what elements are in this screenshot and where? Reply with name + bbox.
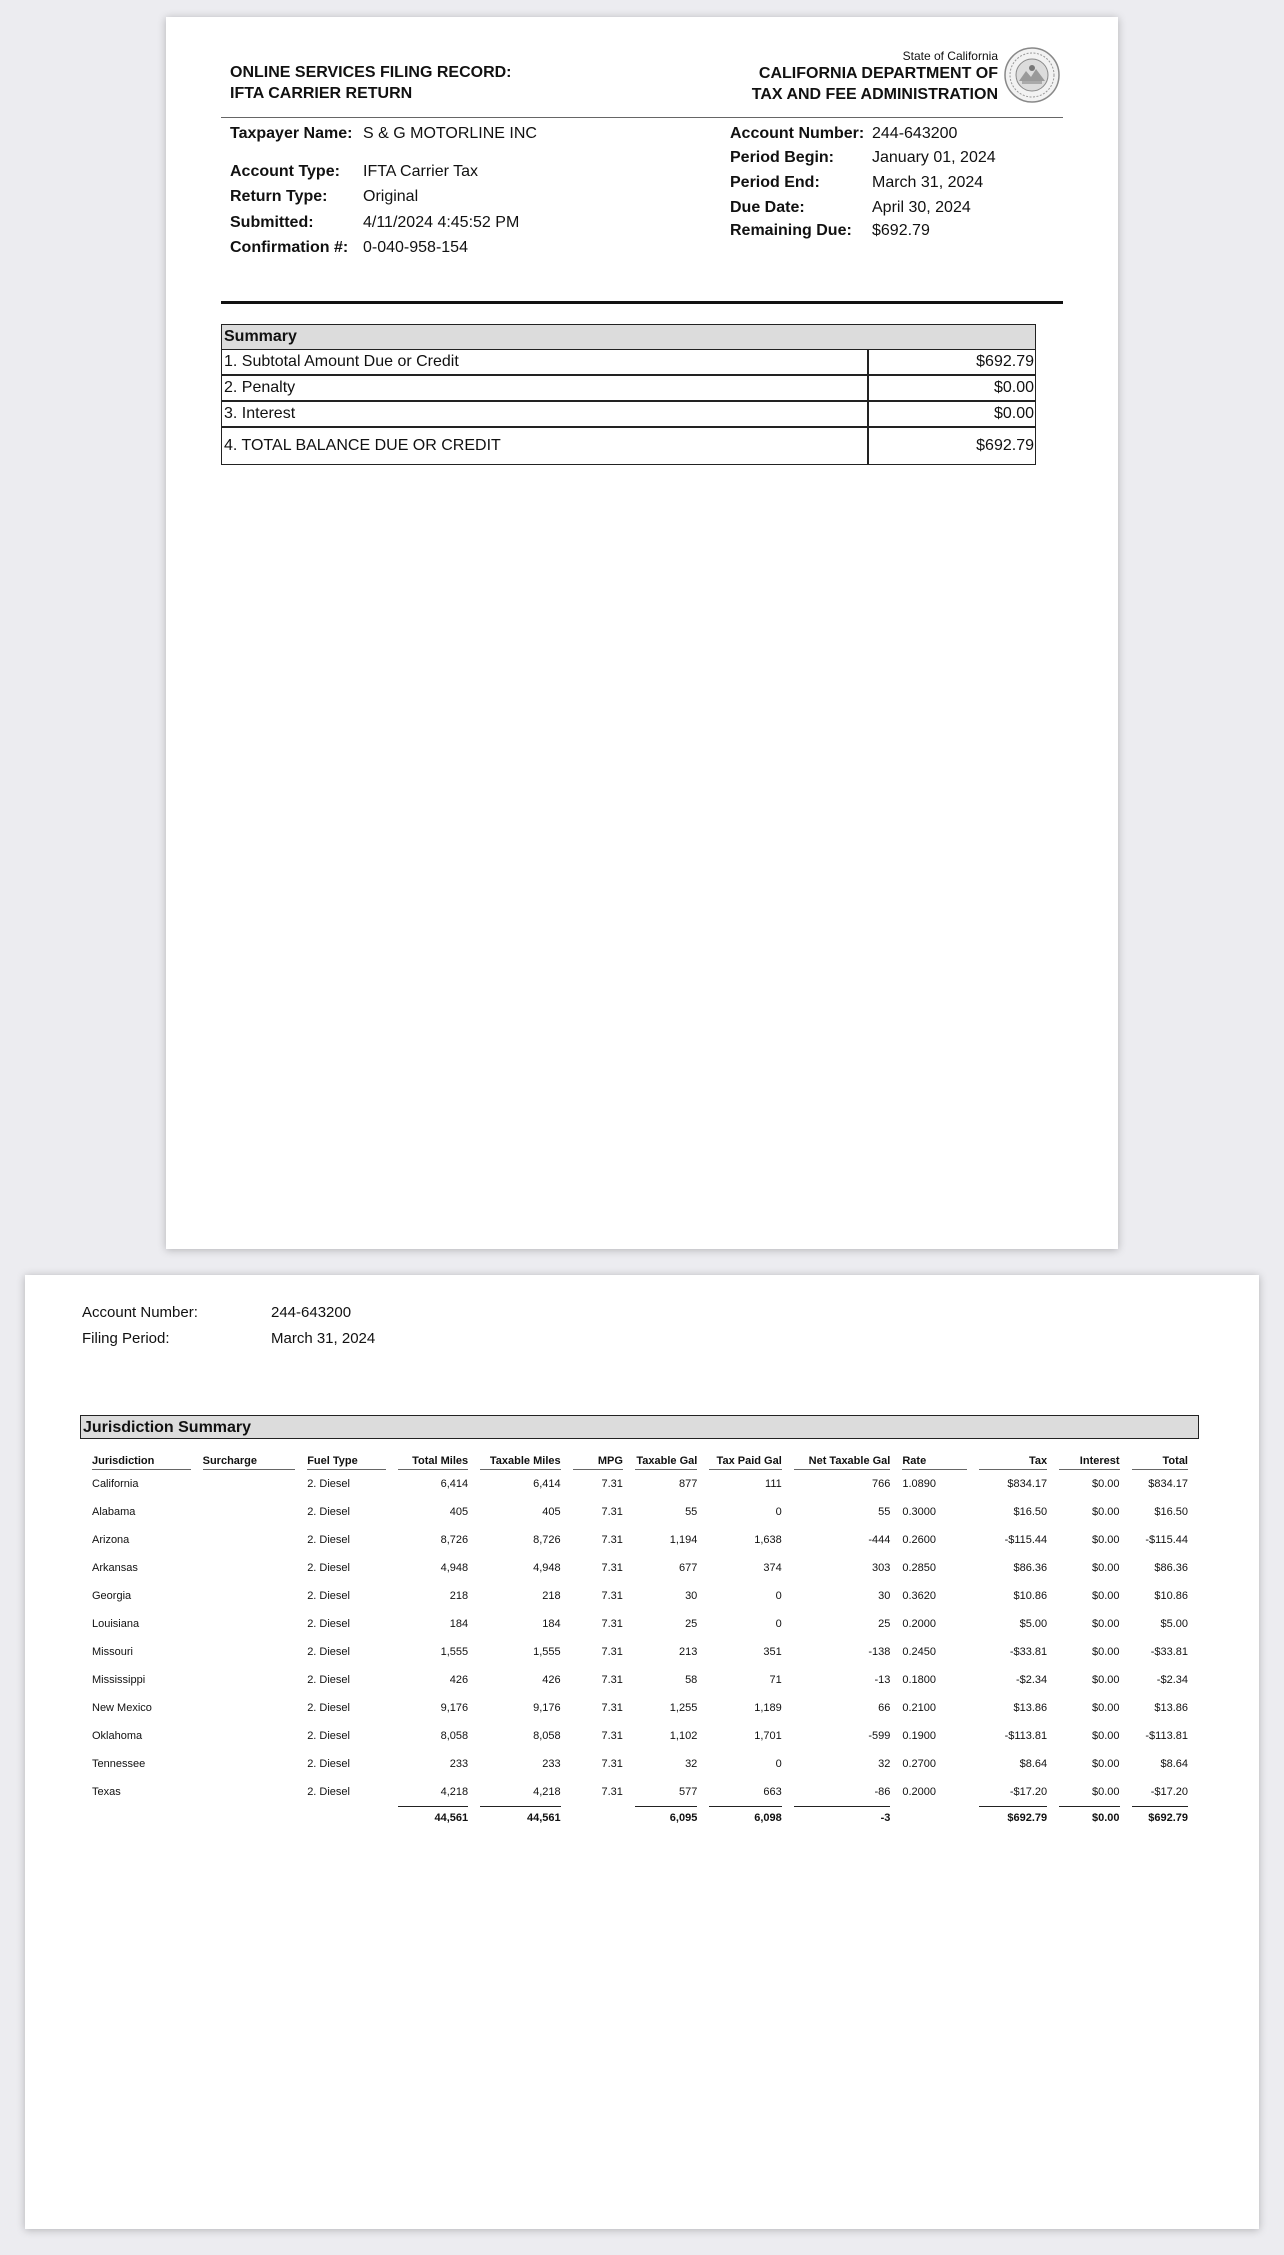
table-cell [203, 1722, 296, 1750]
field-label: Return Type: [230, 188, 328, 205]
table-cell: 0 [775, 1506, 782, 1518]
jurisdiction-summary-title: Jurisdiction Summary [80, 1415, 1199, 1439]
table-cell: Oklahoma [92, 1730, 143, 1742]
table-cell: Texas [92, 1786, 121, 1798]
table-cell: 0.1900 [902, 1730, 937, 1742]
table-cell: 2. Diesel [307, 1618, 350, 1630]
table-cell: 6,414 [440, 1478, 469, 1490]
field-due-date [730, 199, 1030, 219]
table-cell: 0.2850 [902, 1562, 937, 1574]
table-cell: 426 [542, 1674, 561, 1686]
table-cell: 6,414 [533, 1478, 561, 1490]
table-cell [203, 1554, 296, 1582]
field-confirmation [230, 239, 630, 259]
table-cell: 405 [542, 1506, 561, 1518]
table-cell: New Mexico [92, 1702, 152, 1714]
summary-value: $692.79 [976, 353, 1034, 370]
summary-table [221, 324, 1036, 465]
section-divider [221, 301, 1063, 304]
jurisdiction-table [80, 1445, 1200, 1829]
field-account-type [230, 163, 630, 183]
field-value: 4/11/2024 4:45:52 PM [363, 214, 520, 231]
table-cell: 9,176 [440, 1702, 469, 1714]
total-cell: 6,098 [709, 1806, 781, 1829]
table-cell: 766 [872, 1478, 891, 1490]
table-header-row [92, 1445, 1188, 1470]
table-cell: 0.2000 [902, 1786, 937, 1798]
table-cell: 30 [685, 1590, 698, 1602]
table-cell: -$113.81 [1004, 1730, 1048, 1742]
field-value: $692.79 [872, 222, 930, 239]
table-cell: $0.00 [1092, 1758, 1120, 1770]
table-cell: 55 [685, 1506, 698, 1518]
table-cell: 1,638 [754, 1534, 782, 1546]
table-cell: 2. Diesel [307, 1534, 350, 1546]
table-cell: $834.17 [1148, 1478, 1188, 1490]
table-cell [203, 1778, 296, 1806]
table-cell: $0.00 [1092, 1618, 1120, 1630]
table-cell: 2. Diesel [307, 1562, 350, 1574]
summary-row-total [222, 428, 1035, 464]
total-cell: -3 [794, 1806, 891, 1829]
summary-label: 3. Interest [222, 402, 869, 426]
table-cell: 32 [878, 1758, 891, 1770]
table-cell: 25 [878, 1618, 891, 1630]
table-cell: 7.31 [601, 1758, 623, 1770]
table-cell: 2. Diesel [307, 1786, 350, 1798]
table-cell: 8,058 [440, 1730, 469, 1742]
dept-line-2: TAX AND FEE ADMINISTRATION [751, 86, 998, 103]
table-cell: 0.3000 [902, 1506, 937, 1518]
table-cell: 55 [878, 1506, 891, 1518]
field-label: Account Number: [82, 1304, 198, 1321]
summary-row-penalty [222, 376, 1035, 402]
field-taxpayer-name [230, 125, 630, 145]
table-cell: 4,948 [440, 1562, 469, 1574]
table-cell: -86 [874, 1786, 891, 1798]
title-line-2: IFTA CARRIER RETURN [230, 85, 413, 102]
table-cell [203, 1582, 296, 1610]
table-cell: 303 [872, 1562, 891, 1574]
table-cell: $16.50 [1013, 1506, 1048, 1518]
filing-record-page-2 [25, 1275, 1259, 2229]
table-cell: 71 [769, 1674, 782, 1686]
total-cell: 44,561 [480, 1806, 561, 1829]
table-cell: 0 [775, 1590, 782, 1602]
summary-title: Summary [222, 325, 1035, 350]
state-label: State of California [902, 49, 998, 63]
table-cell: 2. Diesel [307, 1478, 350, 1490]
table-row [92, 1750, 1188, 1778]
table-row [92, 1638, 1188, 1666]
table-cell: $0.00 [1092, 1506, 1120, 1518]
table-cell: $0.00 [1092, 1730, 1120, 1742]
field-label: Filing Period: [82, 1330, 170, 1347]
table-row [92, 1470, 1188, 1498]
field-label: Submitted: [230, 214, 314, 231]
table-cell: 4,948 [533, 1562, 561, 1574]
total-cell [573, 1806, 623, 1829]
table-cell: $0.00 [1092, 1786, 1120, 1798]
table-cell: Louisiana [92, 1618, 140, 1630]
table-cell: 1,701 [754, 1730, 782, 1742]
table-cell: Arizona [92, 1534, 130, 1546]
table-cell: 577 [678, 1786, 698, 1798]
table-cell: -$17.20 [1009, 1786, 1048, 1798]
table-cell: 351 [763, 1646, 782, 1658]
field-label: Confirmation #: [230, 239, 349, 256]
field-submitted [230, 214, 630, 234]
table-cell: Tennessee [92, 1758, 146, 1770]
table-cell: 1,189 [754, 1702, 782, 1714]
field-value: April 30, 2024 [872, 199, 971, 216]
table-cell: $0.00 [1092, 1478, 1120, 1490]
table-cell: 2. Diesel [307, 1730, 350, 1742]
table-cell: 7.31 [601, 1506, 623, 1518]
table-cell: 9,176 [533, 1702, 561, 1714]
table-cell: 7.31 [601, 1478, 623, 1490]
table-cell: 30 [878, 1590, 891, 1602]
table-cell: 66 [878, 1702, 891, 1714]
total-cell [92, 1806, 191, 1829]
table-cell: 0.2450 [902, 1646, 937, 1658]
column-header: Taxable Gal [635, 1445, 697, 1470]
table-cell: 7.31 [601, 1786, 623, 1798]
table-cell: 1,102 [669, 1730, 698, 1742]
summary-label: 1. Subtotal Amount Due or Credit [222, 350, 869, 374]
column-header: Total [1132, 1445, 1188, 1470]
table-cell: 58 [685, 1674, 698, 1686]
table-cell: -138 [868, 1646, 891, 1658]
table-cell: 0.2000 [902, 1618, 937, 1630]
column-header: Jurisdiction [92, 1445, 191, 1470]
table-cell: 1,194 [669, 1534, 698, 1546]
table-cell: 7.31 [601, 1562, 623, 1574]
field-label: Due Date: [730, 199, 805, 216]
column-header: Taxable Miles [480, 1445, 561, 1470]
table-cell: Arkansas [92, 1562, 138, 1574]
table-cell: Mississippi [92, 1674, 146, 1686]
table-cell: -$33.81 [1009, 1646, 1048, 1658]
table-cell: 7.31 [601, 1646, 623, 1658]
table-cell: 7.31 [601, 1730, 623, 1742]
table-cell: 677 [678, 1562, 698, 1574]
table-cell: 8,726 [440, 1534, 469, 1546]
field-value: 244-643200 [872, 125, 958, 142]
table-cell: -444 [868, 1534, 891, 1546]
table-cell: -$17.20 [1150, 1786, 1188, 1798]
table-cell: -$2.34 [1015, 1674, 1048, 1686]
column-header: Surcharge [203, 1445, 296, 1470]
summary-label: 2. Penalty [222, 376, 869, 400]
table-cell: 663 [763, 1786, 782, 1798]
table-cell: $5.00 [1160, 1618, 1188, 1630]
table-cell [203, 1470, 296, 1498]
table-cell: $0.00 [1092, 1534, 1120, 1546]
table-cell: 2. Diesel [307, 1702, 350, 1714]
table-row [92, 1498, 1188, 1526]
table-cell: $0.00 [1092, 1646, 1120, 1658]
table-cell: 7.31 [601, 1534, 623, 1546]
column-header: Total Miles [398, 1445, 468, 1470]
totals-row [92, 1806, 1188, 1829]
table-cell: 184 [542, 1618, 561, 1630]
table-cell: $13.86 [1154, 1702, 1188, 1714]
table-cell [203, 1526, 296, 1554]
table-cell: Alabama [92, 1506, 136, 1518]
table-cell: 7.31 [601, 1702, 623, 1714]
table-row [92, 1610, 1188, 1638]
table-cell: $86.36 [1154, 1562, 1188, 1574]
field-label: Account Number: [730, 125, 865, 142]
column-header: Fuel Type [307, 1445, 385, 1470]
table-cell: -13 [874, 1674, 891, 1686]
table-cell: 0.3620 [902, 1590, 937, 1602]
table-cell: 0.2700 [902, 1758, 937, 1770]
table-cell: $13.86 [1013, 1702, 1048, 1714]
table-cell: 233 [542, 1758, 561, 1770]
table-row [92, 1666, 1188, 1694]
table-row [92, 1582, 1188, 1610]
table-cell [203, 1694, 296, 1722]
table-cell: Georgia [92, 1590, 132, 1602]
table-cell: 1,255 [669, 1702, 698, 1714]
total-cell: $0.00 [1059, 1806, 1119, 1829]
table-cell: 0.2100 [902, 1702, 937, 1714]
table-row [92, 1526, 1188, 1554]
table-cell: $16.50 [1154, 1506, 1188, 1518]
table-cell: 0.1800 [902, 1674, 937, 1686]
field-label: Period Begin: [730, 149, 835, 166]
column-header: Rate [902, 1445, 966, 1470]
field-value: 244-643200 [271, 1304, 352, 1321]
table-cell: -599 [868, 1730, 891, 1742]
table-cell: 8,058 [533, 1730, 561, 1742]
table-cell: -$115.44 [1145, 1534, 1188, 1546]
table-cell: $10.86 [1013, 1590, 1048, 1602]
summary-value: $692.79 [976, 437, 1034, 454]
table-cell: 4,218 [533, 1786, 561, 1798]
table-cell [203, 1666, 296, 1694]
table-cell: 111 [765, 1478, 782, 1490]
table-cell: 0.2600 [902, 1534, 937, 1546]
table-cell [203, 1638, 296, 1666]
field-period-end [730, 174, 1030, 194]
title-line-1: ONLINE SERVICES FILING RECORD: [230, 64, 512, 81]
table-cell: $0.00 [1092, 1590, 1120, 1602]
field-label: Remaining Due: [730, 222, 852, 239]
table-row [92, 1722, 1188, 1750]
table-cell: 7.31 [601, 1674, 623, 1686]
table-cell: 218 [542, 1590, 561, 1602]
table-cell: 25 [685, 1618, 698, 1630]
taxpayer-info [230, 17, 630, 317]
table-cell [203, 1750, 296, 1778]
table-cell: $0.00 [1092, 1674, 1120, 1686]
total-cell: $692.79 [1132, 1806, 1188, 1829]
table-cell: $834.17 [1007, 1478, 1048, 1490]
table-cell: -$33.81 [1150, 1646, 1188, 1658]
table-cell: $5.00 [1019, 1618, 1048, 1630]
table-cell [203, 1498, 296, 1526]
table-cell: 2. Diesel [307, 1646, 350, 1658]
total-cell: 44,561 [398, 1806, 468, 1829]
column-header: Interest [1059, 1445, 1119, 1470]
field-label: Taxpayer Name: [230, 125, 353, 142]
field-account-number [730, 125, 1030, 145]
table-cell: $0.00 [1092, 1562, 1120, 1574]
field-value: January 01, 2024 [872, 149, 996, 166]
table-cell: -$2.34 [1156, 1674, 1188, 1686]
table-cell: $8.64 [1160, 1758, 1188, 1770]
total-cell: $692.79 [979, 1806, 1047, 1829]
field-value: IFTA Carrier Tax [363, 163, 478, 180]
table-cell: $10.86 [1154, 1590, 1188, 1602]
table-cell: Missouri [92, 1646, 133, 1658]
summary-label: 4. TOTAL BALANCE DUE OR CREDIT [222, 428, 869, 464]
table-cell: 218 [449, 1590, 469, 1602]
field-value: S & G MOTORLINE INC [363, 125, 537, 142]
dept-line-1: CALIFORNIA DEPARTMENT OF [758, 65, 998, 82]
table-row [92, 1778, 1188, 1806]
table-cell: 7.31 [601, 1590, 623, 1602]
filing-record-page-1 [166, 17, 1118, 1249]
summary-value: $0.00 [993, 379, 1034, 396]
table-cell: -$115.44 [1004, 1534, 1048, 1546]
table-cell: -$113.81 [1145, 1730, 1188, 1742]
table-cell: California [92, 1478, 139, 1490]
table-cell: 374 [763, 1562, 782, 1574]
field-label: Period End: [730, 174, 820, 191]
table-cell: 1,555 [440, 1646, 469, 1658]
summary-row-subtotal [222, 350, 1035, 376]
total-cell [203, 1806, 296, 1829]
table-cell: 32 [685, 1758, 698, 1770]
table-row [92, 1694, 1188, 1722]
table-cell: 7.31 [601, 1618, 623, 1630]
total-cell [902, 1806, 966, 1829]
table-cell: 1.0890 [902, 1478, 937, 1490]
table-cell: $86.36 [1013, 1562, 1048, 1574]
table-cell: $8.64 [1019, 1758, 1048, 1770]
table-cell: 0 [775, 1618, 782, 1630]
field-return-type [230, 188, 630, 208]
table-cell: 233 [449, 1758, 469, 1770]
field-value: March 31, 2024 [872, 174, 984, 191]
field-value: Original [363, 188, 419, 205]
column-header: Tax Paid Gal [709, 1445, 781, 1470]
account-info [730, 17, 1030, 317]
field-period-begin [730, 149, 1030, 169]
table-cell: 1,555 [533, 1646, 561, 1658]
table-cell: 8,726 [533, 1534, 561, 1546]
table-cell: 2. Diesel [307, 1506, 350, 1518]
column-header: Tax [979, 1445, 1047, 1470]
total-cell [307, 1806, 385, 1829]
table-cell: 877 [678, 1478, 698, 1490]
field-value: March 31, 2024 [271, 1330, 376, 1347]
field-value: 0-040-958-154 [363, 239, 468, 256]
total-cell: 6,095 [635, 1806, 697, 1829]
table-cell: 184 [449, 1618, 469, 1630]
summary-value: $0.00 [993, 405, 1034, 422]
table-cell [203, 1610, 296, 1638]
table-cell: 213 [678, 1646, 698, 1658]
table-cell: 2. Diesel [307, 1674, 350, 1686]
column-header: MPG [573, 1445, 623, 1470]
summary-row-interest [222, 402, 1035, 428]
table-cell: 0 [775, 1758, 782, 1770]
field-remaining-due [730, 222, 1030, 242]
column-header: Net Taxable Gal [794, 1445, 891, 1470]
table-cell: 405 [449, 1506, 469, 1518]
field-label: Account Type: [230, 163, 340, 180]
table-cell: 4,218 [440, 1786, 469, 1798]
table-cell: 426 [449, 1674, 469, 1686]
table-row [92, 1554, 1188, 1582]
table-cell: 2. Diesel [307, 1758, 350, 1770]
table-cell: $0.00 [1092, 1702, 1120, 1714]
table-cell: 2. Diesel [307, 1590, 350, 1602]
